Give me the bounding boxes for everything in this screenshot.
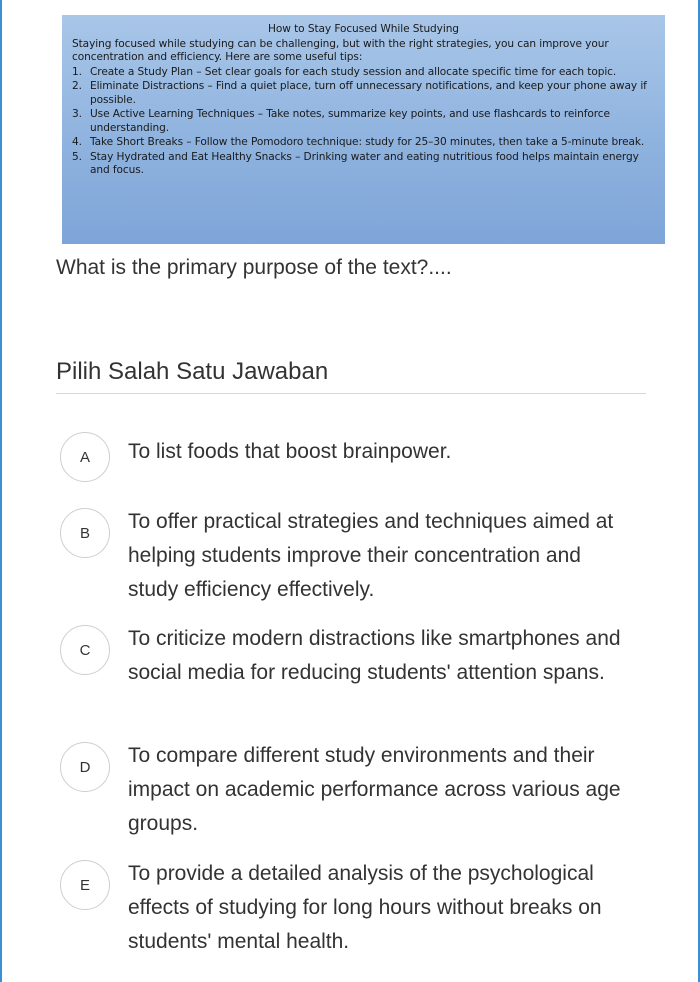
tip-item	[72, 151, 655, 178]
tip-text: Use Active Learning Techniques – Take notes, summarize key points, and use flashcards to reinforce understanding.	[90, 108, 610, 134]
section-title: Pilih Salah Satu Jawaban	[56, 358, 329, 385]
option-text[interactable]: To offer practical strategies and techniques aimed at helping students improve their concentration and study efficiency effectively.	[128, 510, 614, 601]
answer-option-b[interactable]	[60, 508, 640, 607]
option-letter-badge[interactable]: D	[60, 742, 110, 792]
tips-list	[72, 66, 655, 178]
option-text[interactable]: To provide a detailed analysis of the psychological effects of studying for long hours without breaks on students' mental health.	[128, 862, 602, 953]
tip-text: Create a Study Plan – Set clear goals for each study session and allocate specific time for each topic.	[90, 65, 617, 78]
question-text: What is the primary purpose of the text?....	[56, 256, 452, 279]
tip-number: 4.	[72, 136, 82, 148]
option-text[interactable]: To compare different study environments and their impact on academic performance across various age groups.	[128, 744, 621, 835]
option-letter-badge[interactable]: A	[60, 432, 110, 482]
answer-option-a[interactable]	[60, 432, 640, 482]
tip-number: 2.	[72, 80, 82, 92]
divider	[56, 393, 646, 394]
passage-title: How to Stay Focused While Studying	[268, 23, 459, 35]
answer-option-c[interactable]	[60, 625, 640, 690]
option-letter-badge[interactable]: C	[60, 625, 110, 675]
tip-item	[72, 80, 655, 107]
tip-item	[72, 136, 655, 150]
option-text[interactable]: To list foods that boost brainpower.	[128, 440, 452, 463]
tip-number: 1.	[72, 65, 82, 78]
tip-number: 3.	[72, 108, 82, 120]
tip-text: Take Short Breaks – Follow the Pomodoro technique: study for 25–30 minutes, then take a 5-minute break.	[90, 136, 645, 148]
reading-passage	[62, 15, 665, 244]
option-letter-badge[interactable]: B	[60, 508, 110, 558]
tip-item	[72, 66, 655, 80]
passage-intro: Staying focused while studying can be challenging, but with the right strategies, you can improve your concentration and efficiency. Here are some useful tips:	[72, 37, 609, 63]
tip-number: 5.	[72, 150, 82, 163]
tip-text: Stay Hydrated and Eat Healthy Snacks – Drinking water and eating nutritious food helps maintain energy and focus.	[90, 150, 639, 176]
tip-item	[72, 108, 655, 135]
option-letter-badge[interactable]: E	[60, 860, 110, 910]
answer-option-d[interactable]	[60, 742, 640, 841]
tip-text: Eliminate Distractions – Find a quiet place, turn off unnecessary notifications, and keep your phone away if possible.	[90, 80, 647, 106]
option-text[interactable]: To criticize modern distractions like smartphones and social media for reducing students' attention spans.	[128, 627, 621, 684]
answer-option-e[interactable]	[60, 860, 640, 959]
